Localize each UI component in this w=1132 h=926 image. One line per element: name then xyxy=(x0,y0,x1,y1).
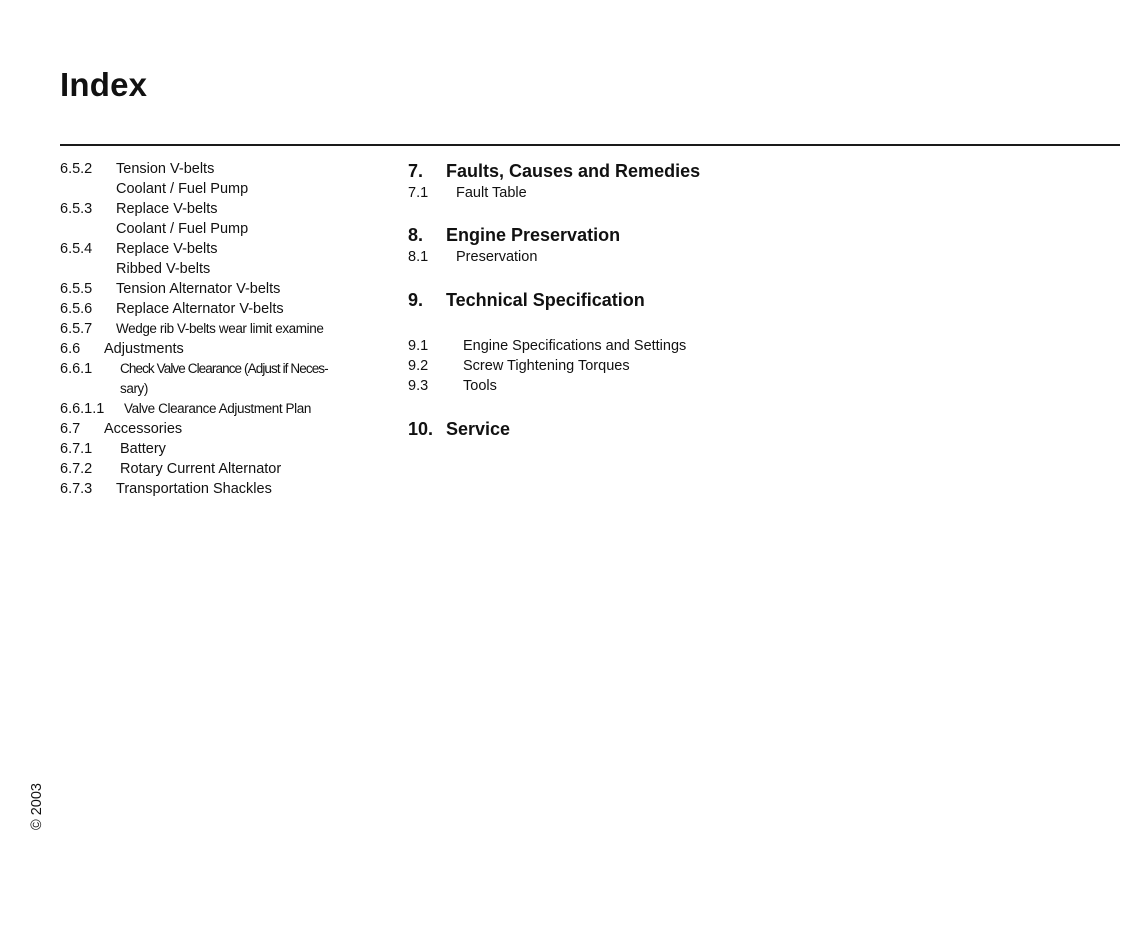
index-entry[interactable] xyxy=(60,159,390,179)
item-text: Tools xyxy=(463,378,497,394)
index-entry[interactable] xyxy=(60,239,390,259)
item-text: Engine Specifications and Settings xyxy=(463,338,687,354)
entry-text: Transportation Shackles xyxy=(116,481,272,497)
entry-text: sary) xyxy=(120,381,148,396)
index-entry[interactable] xyxy=(60,299,390,319)
section-number: 8. xyxy=(408,225,424,245)
index-entry[interactable] xyxy=(60,279,390,299)
index-entry[interactable] xyxy=(60,339,390,359)
index-entry[interactable] xyxy=(60,179,390,199)
entry-number: 6.5.3 xyxy=(60,201,93,217)
entry-number: 6.5.4 xyxy=(60,241,93,257)
entry-number: 6.6.1.1 xyxy=(60,401,105,417)
entry-text: Tension Alternator V-belts xyxy=(116,281,281,297)
entry-text: Wedge rib V-belts wear limit examine xyxy=(116,321,324,336)
entry-text: Adjustments xyxy=(104,341,184,357)
entry-text: Accessories xyxy=(104,421,183,437)
page-title: Index xyxy=(60,66,148,103)
item-text: Preservation xyxy=(456,249,538,265)
entry-text: Rotary Current Alternator xyxy=(120,461,282,477)
index-entry[interactable] xyxy=(60,479,390,499)
entry-number: 6.5.7 xyxy=(60,321,93,337)
entry-number: 6.7 xyxy=(60,421,81,437)
copyright-notice: © 2003 xyxy=(29,783,45,830)
section-number: 7. xyxy=(408,161,424,181)
section-number: 9. xyxy=(408,290,424,310)
entry-text: Coolant / Fuel Pump xyxy=(116,181,249,197)
item-number: 9.3 xyxy=(408,378,429,394)
index-entry[interactable] xyxy=(60,379,390,399)
entry-text: Coolant / Fuel Pump xyxy=(116,221,249,237)
index-entry[interactable] xyxy=(60,419,390,439)
entry-number: 6.7.3 xyxy=(60,481,93,497)
entry-number: 6.5.2 xyxy=(60,161,93,177)
entry-number: 6.5.6 xyxy=(60,301,93,317)
index-left-column xyxy=(60,159,390,499)
index-entry[interactable] xyxy=(60,259,390,279)
entry-text: Replace V-belts xyxy=(116,201,218,217)
entry-number: 6.6 xyxy=(60,341,81,357)
section-title: Engine Preservation xyxy=(446,225,621,245)
item-number: 9.1 xyxy=(408,338,429,354)
entry-text: Replace V-belts xyxy=(116,241,218,257)
item-number: 9.2 xyxy=(408,358,429,374)
item-number: 7.1 xyxy=(408,185,429,201)
section-title: Service xyxy=(446,419,511,439)
entry-number: 6.6.1 xyxy=(60,361,93,377)
header-rule xyxy=(60,144,1120,146)
entry-text: Tension V-belts xyxy=(116,161,215,177)
entry-text: Check Valve Clearance (Adjust if Neces- xyxy=(120,361,328,376)
entry-number: 6.7.1 xyxy=(60,441,93,457)
item-text: Screw Tightening Torques xyxy=(463,358,630,374)
section-title: Faults, Causes and Remedies xyxy=(446,161,701,181)
entry-number: 6.5.5 xyxy=(60,281,93,297)
index-entry[interactable] xyxy=(60,399,390,419)
item-text: Fault Table xyxy=(456,185,527,201)
item-number: 8.1 xyxy=(408,249,429,265)
index-entry[interactable] xyxy=(60,319,390,339)
section-title: Technical Specification xyxy=(446,290,645,310)
entry-text: Valve Clearance Adjustment Plan xyxy=(124,401,311,416)
entry-number: 6.7.2 xyxy=(60,461,93,477)
section-number: 10. xyxy=(408,419,434,439)
index-entry[interactable] xyxy=(60,439,390,459)
entry-text: Battery xyxy=(120,441,166,457)
entry-text: Ribbed V-belts xyxy=(116,261,211,277)
index-entry[interactable] xyxy=(60,359,390,379)
index-entry[interactable] xyxy=(60,459,390,479)
entry-text: Replace Alternator V-belts xyxy=(116,301,284,317)
index-entry[interactable] xyxy=(60,219,390,239)
index-entry[interactable] xyxy=(60,199,390,219)
